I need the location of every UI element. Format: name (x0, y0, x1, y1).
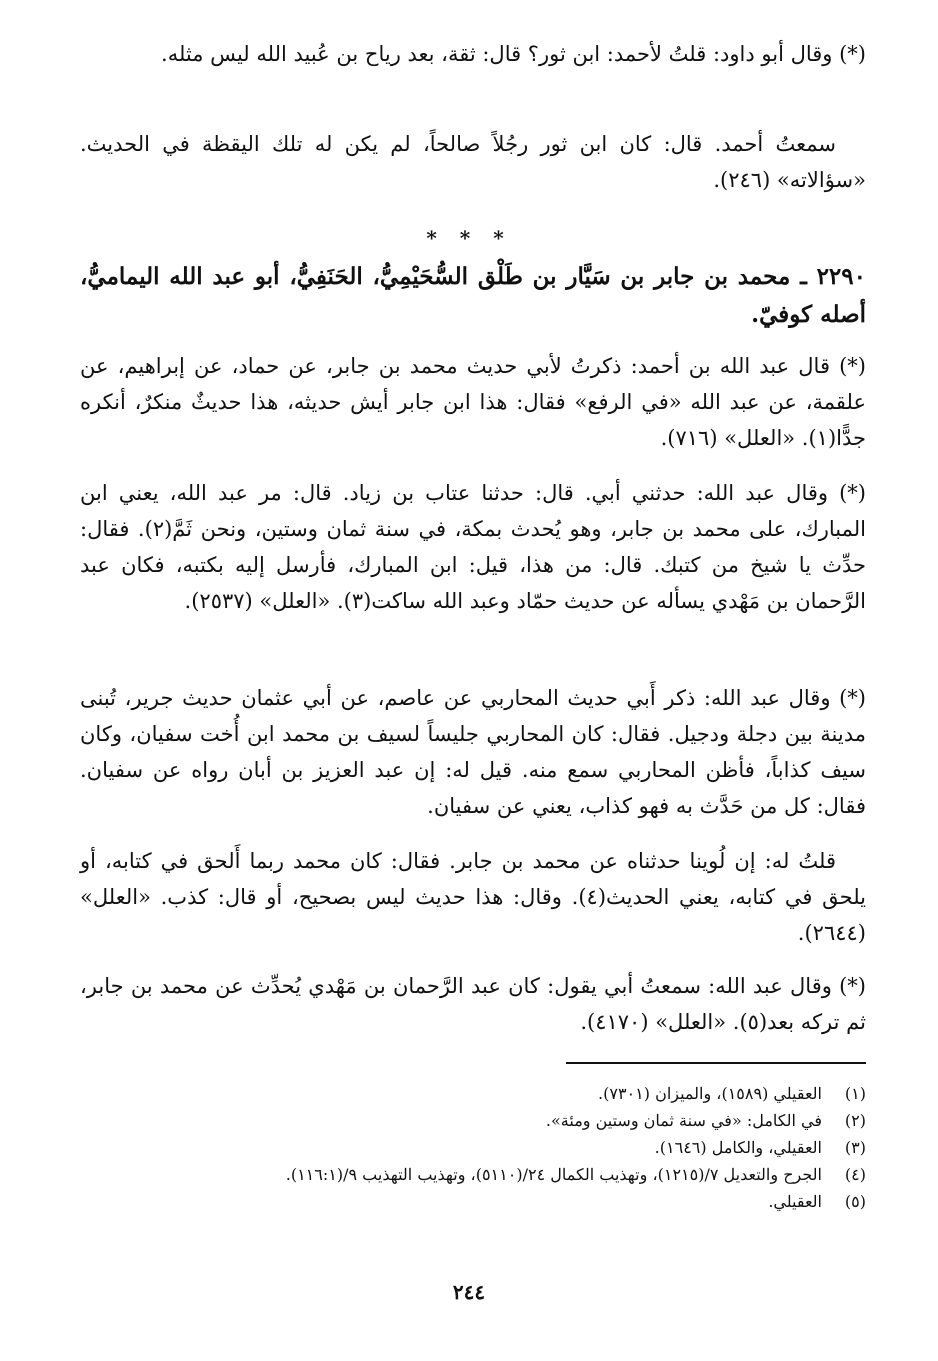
footnote-text: العقيلي. (768, 1192, 822, 1211)
footnote-number: (٤) (844, 1165, 866, 1184)
section-separator: * * * (426, 226, 512, 250)
footnote-item (80, 1107, 866, 1134)
entry-paragraph-5: (*) وقال عبد الله: سمعتُ أبي يقول: كان عبد الرَّحمان بن مَهْدي يُحدِّث عن محمد بن جابر، ثم تركه بعد(٥). «العلل» (٤١٧٠). (80, 974, 866, 1034)
footnote-number: (٥) (844, 1192, 866, 1211)
footnote-text: العقيلي، والكامل (١٦٤٦). (654, 1138, 822, 1157)
paragraph-abu-dawud: (*) وقال أبو داود: قلتُ لأحمد: ابن ثور؟ قال: ثقة، بعد رياح بن عُبيد الله ليس مثله. (161, 42, 866, 66)
footnote-number: (١) (844, 1084, 866, 1103)
footnote-text: العقيلي (١٥٨٩)، والميزان (٧٣٠١). (598, 1084, 822, 1103)
footnote-item (80, 1134, 866, 1161)
footnote-number: (٢) (844, 1111, 866, 1130)
footnote-text: الجرح والتعديل ٧/(١٢١٥)، وتهذيب الكمال ٢٤/(٥١١٠)، وتهذيب التهذيب ٩/(١١٦:١). (285, 1165, 822, 1184)
entry-heading-2290: ٢٢٩٠ ـ محمد بن جابر بن سَيَّار بن طَلْق السُّحَيْمِيُّ، الحَنَفِيُّ، أبو عبد الله اليماميُّ، أصله كوفيّ. (80, 263, 866, 328)
footnotes (80, 1080, 866, 1215)
footnote-item (80, 1188, 866, 1215)
footnote-divider (566, 1062, 866, 1064)
entry-paragraph-1: (*) قال عبد الله بن أحمد: ذكرتُ لأبي حديث محمد بن جابر، عن حماد، عن إبراهيم، عن علقمة، عن عبد الله «في الرفع» فقال: هذا ابن جابر أيش حديثه، هذا حديثٌ منكرٌ، أنكره جدًّا(١). «العلل» (٧١٦). (80, 354, 866, 450)
footnote-item (80, 1161, 866, 1188)
footnote-number: (٣) (844, 1138, 866, 1157)
entry-paragraph-3: (*) وقال عبد الله: ذكر أَبي حديث المحاربي عن عاصم، عن أبي عثمان حديث جرير، تُبنى مدينة بين دجلة ودجيل. فقال: كان المحاربي جليساً لسيف بن محمد ابن أُخت سفيان، وكان سيف كذاباً، فأظن المحاربي سمع منه. قيل له: إن عبد العزيز بن أبان رواه عن سفيان. فقال: كل من حَدَّث به فهو كذاب، يعني عن سفيان. (80, 686, 866, 818)
entry-paragraph-4: قلتُ له: إن لُوينا حدثناه عن محمد بن جابر. فقال: كان محمد ربما أَلحق في كتابه، أو يلحق في كتابه، يعني الحديث(٤). وقال: هذا حديث ليس بصحيح، أو قال: كذب. «العلل» (٢٦٤٤). (80, 849, 866, 945)
entry-paragraph-2: (*) وقال عبد الله: حدثني أبي. قال: حدثنا عتاب بن زياد. قال: مر عبد الله، يعني ابن المبارك، على محمد بن جابر، وهو يُحدث بمكة، في سنة ثمان وستين، ونحن ثَمَّ(٢). فقال: حدِّث يا شيخ من كتبك. قال: من هذا، قيل: ابن المبارك، فأرسل إليه بكتبه، فكان عبد الرَّحمان بن مَهْدي يسأله عن حديث حمّاد وعبد الله ساكت(٣). «العلل» (٢٥٣٧). (80, 481, 867, 613)
footnote-item (80, 1080, 866, 1107)
paragraph-ibn-thawr: سمعتُ أحمد. قال: كان ابن ثور رجُلاً صالحاً، لم يكن له تلك اليقظة في الحديث. «سؤالاته» (٢٤٦). (80, 132, 866, 192)
page-number: ٢٤٤ (452, 1280, 486, 1304)
footnote-text: في الكامل: «في سنة ثمان وستين ومئة». (545, 1111, 822, 1130)
